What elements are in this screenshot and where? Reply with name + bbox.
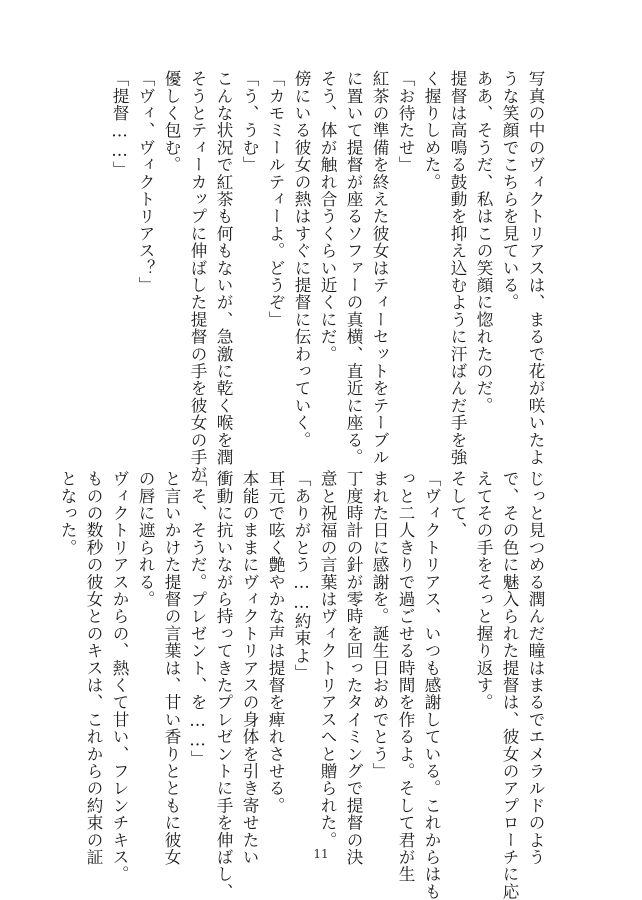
- text-line: 「カモミールティーよ。どうぞ」: [266, 70, 285, 328]
- text-line: 優しく包む。: [162, 70, 181, 174]
- text-line: まれた日に感謝を。誕生日おめでとう」: [370, 470, 389, 780]
- text-line: っと二人きりで過ごせる時間を作るよ。そして君が生: [396, 470, 415, 883]
- text-line: そう、体が触れ合うくらい近くにだ。: [318, 70, 337, 363]
- text-line: 耳元で呟く艶やかな声は提督を痺れさせる。: [266, 470, 285, 814]
- text-line: 傍にいる彼女の熱はすぐに提督に伝わっていく。: [292, 70, 311, 449]
- text-line: 意と祝福の言葉はヴィクトリアスへと贈られた。: [318, 470, 337, 849]
- text-line: 「そ、そうだ。プレゼント、を……」: [188, 470, 207, 768]
- page-number: 11: [313, 847, 329, 861]
- text-line: こんな状況で紅茶も何もないが、急激に乾く喉を潤: [214, 70, 233, 466]
- text-line: 本能のままにヴィクトリアスの身体を引き寄せたい: [240, 470, 259, 866]
- upper-text-block: [106, 70, 548, 483]
- text-line: 提督は高鳴る鼓動を抑え込むように汗ばんだ手を強: [448, 70, 467, 466]
- text-line: 「ありがとう……約束よ」: [292, 470, 311, 682]
- text-line: 写真の中のヴィクトリアスは、まるで花が咲いたよ: [526, 70, 545, 466]
- text-line: ものの数秒の彼女とのキスは、これからの約束の証: [84, 470, 103, 866]
- text-line: そうとティーカップに伸ばした提督の手を彼女の手が: [188, 70, 207, 483]
- text-line: 「お待たせ」: [396, 70, 415, 174]
- text-line: となった。: [58, 470, 77, 556]
- text-line: 衝動に抗いながら持ってきたプレゼントに手を伸ばし、: [214, 470, 233, 900]
- text-line: じっと見つめる潤んだ瞳はまるでエメラルドのよう: [526, 470, 545, 866]
- text-line: く握りしめた。: [422, 70, 441, 191]
- text-line: ヴィクトリアスからの、熱くて甘い、フレンチキス。: [110, 470, 129, 883]
- text-line: に置いて提督が座るソファーの真横、直近に座る。: [344, 70, 363, 466]
- text-line: と言いかけた提督の言葉は、甘い香りとともに彼女: [162, 470, 181, 866]
- text-line: の唇に遮られる。: [136, 470, 155, 608]
- text-line: 「ヴィクトリアス、いつも感謝している。これからはも: [422, 470, 441, 900]
- text-line: えてその手をそっと握り返す。: [474, 470, 493, 711]
- text-line: 紅茶の準備を終えた彼女はティーセットをテーブル: [370, 70, 389, 466]
- text-line: 丁度時計の針が零時を回ったタイミングで提督の決: [344, 470, 363, 866]
- text-line: そして、: [448, 470, 467, 539]
- text-line: 「提督……」: [110, 70, 129, 178]
- text-line: 「ヴィ、ヴィクトリアス？」: [136, 70, 155, 294]
- text-line: ああ、そうだ、私はこの笑顔に惚れたのだ。: [474, 70, 493, 414]
- text-line: で、その色に魅入られた提督は、彼女のアプローチに応: [500, 470, 519, 900]
- text-line: うな笑顔でこちらを見ている。: [500, 70, 519, 311]
- text-line: 「う、うむ」: [240, 70, 259, 174]
